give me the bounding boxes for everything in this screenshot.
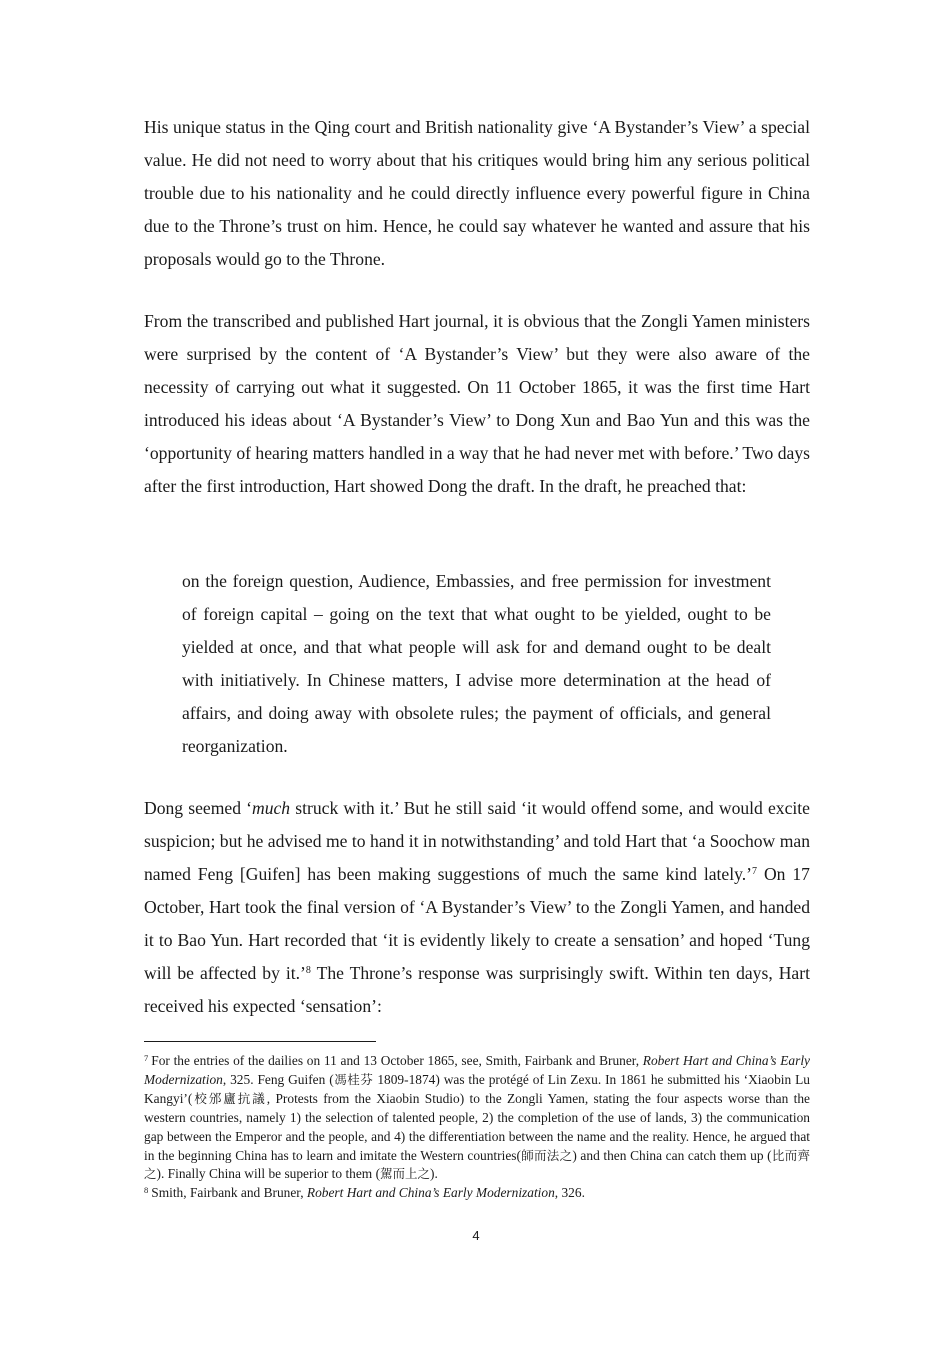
footnote-text: For the entries of the dailies on 11 and 13 October 1865, see, Smith, Fairbank and Bruner,: [151, 1053, 643, 1068]
paragraph-journal: From the transcribed and published Hart journal, it is obvious that the Zongli Yamen ministers were surprised by the content of ‘A Bystander’s View’ but they were also aware of the necessity of carrying out what it suggested. On 11 October 1865, it was the first time Hart introduced his ideas about ‘A Bystander’s View’ to Dong Xun and Bao Yun and this was the ‘opportunity of hearing matters handled in a way that he had never met with before.’ Two days after the first introduction, Hart showed Dong the draft. In the draft, he preached that:: [144, 311, 810, 496]
footnote-text: , 326.: [554, 1185, 585, 1201]
paragraph-status: His unique status in the Qing court and British nationality give ‘A Bystander’s View’ a special value. He did not need to worry about that his critiques would bring him any serious political trouble due to his nationality and he could directly influence every powerful figure in China due to the Throne’s trust on him. Hence, he could say whatever he wanted and assure that his proposals would go to the Throne.: [144, 117, 810, 269]
footnote-ref-8[interactable]: 8: [305, 965, 311, 976]
footnote-text: ). Finally China will be superior to them (: [156, 1166, 381, 1182]
emphasis-much: much: [252, 798, 291, 818]
chinese-phrase: 比而齊之: [144, 1147, 810, 1182]
footnote-text: , Protests from the Xiaobin Studio) to the Zongli Yamen, stating the four aspects worse than the western countries, namely 1) the selection of talented people, 2) the completion of the use of lands, 3) the communication gap between the Emperor and the people, and 4) the differentiation between the name and the reality. Hence, he argued that in the beginning China has to learn and imitate the Western countries(: [144, 1090, 810, 1163]
footnote-text: , 325. Feng Guifen (: [222, 1071, 334, 1087]
footnote-text: ).: [430, 1166, 438, 1182]
footnote-7: [144, 1052, 810, 1184]
footnote-number: 8: [144, 1185, 149, 1196]
paragraph-response-text: On 17 October, Hart took the final version of ‘A Bystander’s View’ to the Zongli Yamen, and handed it to Bao Yun. Hart recorded that ‘it is evidently likely to create a sensation’ and hoped ‘Tung will be affected by it.’: [144, 864, 810, 983]
block-quote: on the foreign question, Audience, Embassies, and free permission for investment of foreign capital – going on the text that what ought to be yielded, ought to be yielded at once, and that what people will ask for and demand ought to be dealt with initiatively. In Chinese matters, I advise more determination at the head of affairs, and doing away with obsolete rules; the payment of officials, and general reorganization.: [182, 571, 771, 756]
footnotes: [144, 1052, 810, 1203]
chinese-phrase: 師而法之: [520, 1147, 573, 1163]
footnote-book-title: Robert Hart and China’s Early Modernization: [144, 1053, 810, 1087]
chinese-name: 馮桂芬: [333, 1071, 374, 1087]
footnote-8: [144, 1184, 810, 1203]
footnote-text: 1809-1874) was the protégé of Lin Zexu. In 1861 he submitted his ‘Xiaobin Lu Kangyi’(: [144, 1071, 810, 1106]
chinese-phrase: 駕而上之: [380, 1166, 431, 1182]
footnote-ref-7[interactable]: 7: [752, 866, 758, 877]
footnote-text: Smith, Fairbank and Bruner,: [151, 1185, 307, 1201]
paragraph-response: [144, 792, 810, 1023]
paragraph-response-text: Dong seemed ‘: [144, 798, 252, 818]
chinese-title: 校邠廬抗議: [192, 1090, 267, 1106]
paragraph-response-text: The Throne’s response was surprisingly swift. Within ten days, Hart received his expected ‘sensation’:: [144, 963, 810, 1016]
page-number: 4: [472, 1228, 480, 1243]
footnote-separator: [144, 1041, 376, 1042]
footnote-text: ) and then China can catch them up (: [572, 1147, 772, 1163]
paragraph-response-text: struck with it.’ But he still said ‘it would offend some, and would excite suspicion; but he advised me to hand it in notwithstanding’ and told Hart that ‘a Soochow man named Feng [Guifen] has been making suggestions of much the same kind lately.’: [144, 798, 810, 884]
footnote-number: 7: [144, 1053, 149, 1063]
footnote-book-title: Robert Hart and China’s Early Modernization: [306, 1185, 555, 1201]
